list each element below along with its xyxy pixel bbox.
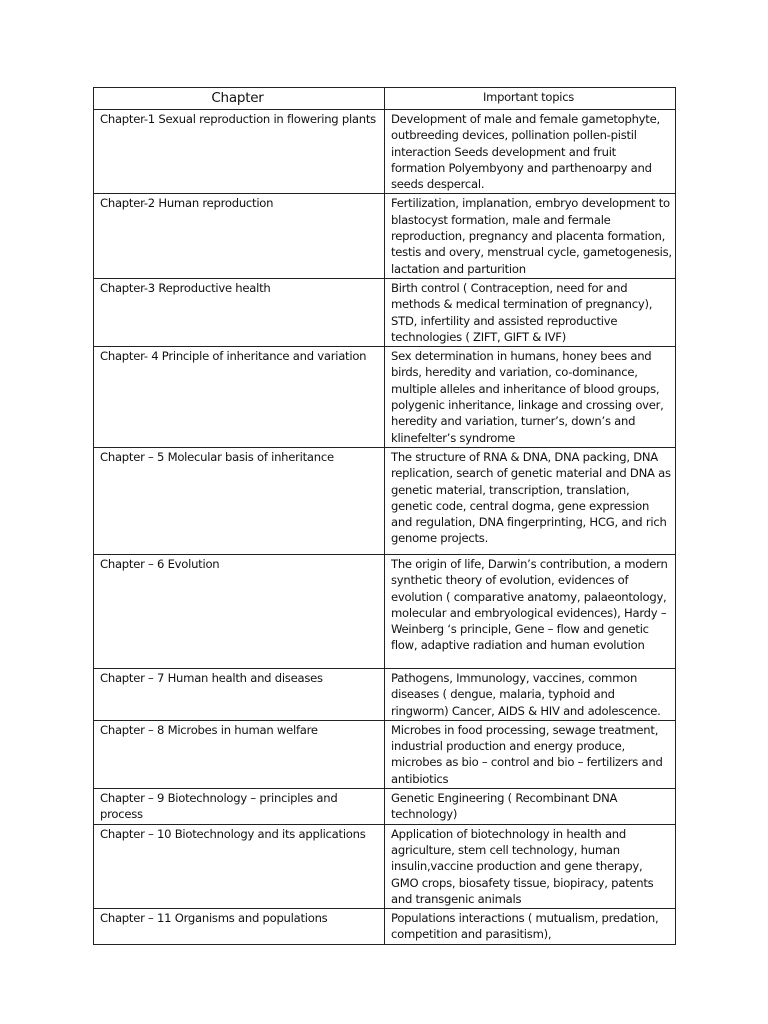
topics-cell: Fertilization, implanation, embryo development to blastocyst formation, male and fermale reproduction, pregnancy and placenta formation, testis and overy, menstrual cycle, gametogenesis, lactation and parturition — [385, 194, 676, 278]
chapter-cell: Chapter – 11 Organisms and populations — [94, 909, 385, 945]
syllabus-table — [93, 87, 676, 945]
table-row — [94, 194, 676, 278]
topics-cell: Development of male and female gametophyte, outbreeding devices, pollination pollen-pistil interaction Seeds development and fruit formation Polyembyony and parthenoarpy and seeds despercal. — [385, 110, 676, 194]
table-row — [94, 909, 676, 945]
chapter-cell: Chapter-2 Human reproduction — [94, 194, 385, 278]
table-row — [94, 789, 676, 825]
chapter-cell: Chapter – 6 Evolution — [94, 554, 385, 668]
header-row — [94, 88, 676, 110]
table-row — [94, 347, 676, 448]
chapter-cell: Chapter – 9 Biotechnology – principles and process — [94, 789, 385, 825]
chapter-cell: Chapter – 5 Molecular basis of inheritance — [94, 447, 385, 554]
table-row — [94, 720, 676, 788]
topics-cell: Populations interactions ( mutualism, predation, competition and parasitism), — [385, 909, 676, 945]
topics-cell: Sex determination in humans, honey bees and birds, heredity and variation, co-dominance, multiple alleles and inheritance of blood groups, polygenic inheritance, linkage and crossing over, heredity and variation, turner’s, down’s and klinefelter’s syndrome — [385, 347, 676, 448]
topics-cell: The structure of RNA & DNA, DNA packing, DNA replication, search of genetic material and DNA as genetic material, transcription, translation, genetic code, central dogma, gene expression and regulation, DNA fingerprinting, HCG, and rich genome projects. — [385, 447, 676, 554]
table-row — [94, 278, 676, 346]
topics-cell: Application of biotechnology in health and agriculture, stem cell technology, human insulin,vaccine production and gene therapy, GMO crops, biosafety tissue, biopiracy, patents and transgenic animals — [385, 824, 676, 908]
header-chapter: Chapter — [94, 88, 385, 110]
topics-cell: Microbes in food processing, sewage treatment, industrial production and energy produce, microbes as bio – control and bio – fertilizers and antibiotics — [385, 720, 676, 788]
topics-cell: The origin of life, Darwin’s contribution, a modern synthetic theory of evolution, evidences of evolution ( comparative anatomy, palaeontology, molecular and embryological evidences), Hardy – Weinberg ‘s principle, Gene – flow and genetic flow, adaptive radiation and human evolution — [385, 554, 676, 668]
header-important-topics: Important topics — [385, 88, 676, 110]
table-row — [94, 824, 676, 908]
chapter-cell: Chapter – 7 Human health and diseases — [94, 668, 385, 720]
topics-cell: Birth control ( Contraception, need for and methods & medical termination of pregnancy), STD, infertility and assisted reproductive technologies ( ZIFT, GIFT & IVF) — [385, 278, 676, 346]
chapter-cell: Chapter – 8 Microbes in human welfare — [94, 720, 385, 788]
table-row — [94, 668, 676, 720]
chapter-cell: Chapter-1 Sexual reproduction in flowering plants — [94, 110, 385, 194]
table-row — [94, 447, 676, 554]
table-row — [94, 110, 676, 194]
chapter-cell: Chapter – 10 Biotechnology and its applications — [94, 824, 385, 908]
table-row — [94, 554, 676, 668]
topics-cell: Genetic Engineering ( Recombinant DNA technology) — [385, 789, 676, 825]
chapter-cell: Chapter- 4 Principle of inheritance and variation — [94, 347, 385, 448]
topics-cell: Pathogens, Immunology, vaccines, common diseases ( dengue, malaria, typhoid and ringworm) Cancer, AIDS & HIV and adolescence. — [385, 668, 676, 720]
chapter-cell: Chapter-3 Reproductive health — [94, 278, 385, 346]
